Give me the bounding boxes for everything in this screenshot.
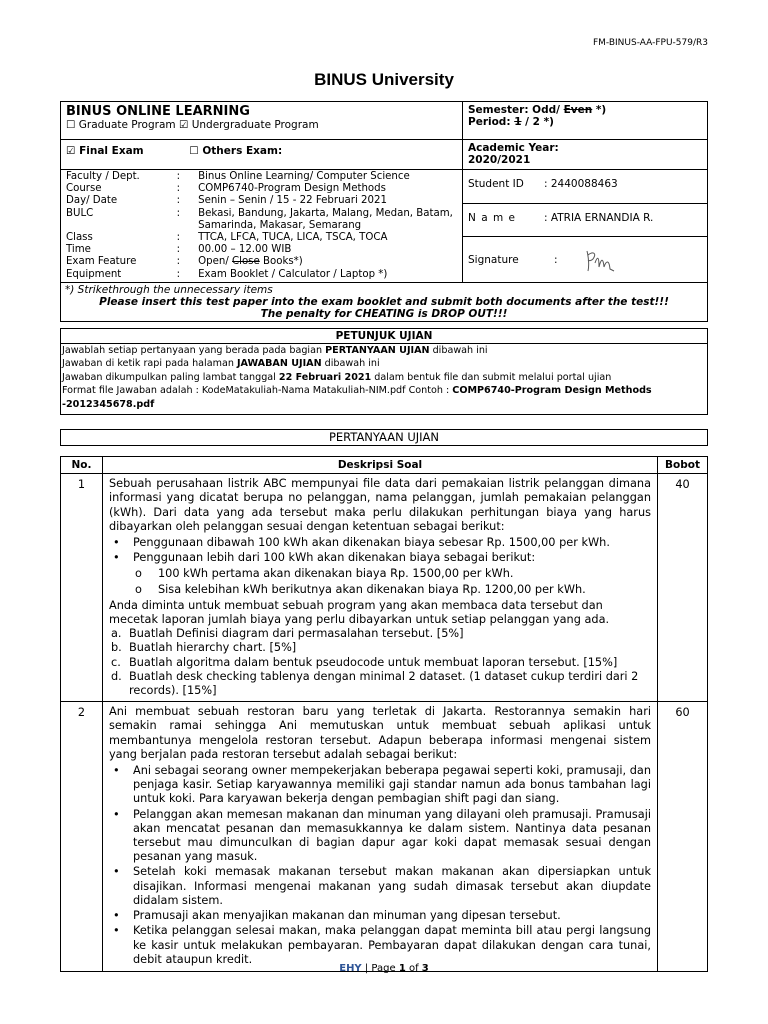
table-row — [61, 474, 708, 702]
question-intro: Ani membuat sebuah restoran baru yang terletak di Jakarta. Restorannya semakin hari semakin ramai sehingga Ani memutuskan untuk membuat sebuah aplikasi untuk membantunya mengelola restoran tersebut. Adapun beberapa informasi mengenai sistem yang berjalan pada restoran tersebut adalah sebagai berikut: — [109, 705, 651, 761]
question-number: 2 — [61, 702, 103, 972]
period-line: Period: 1 / 2 *) — [468, 116, 554, 128]
table-row — [61, 702, 708, 972]
question-weight: 60 — [658, 702, 708, 972]
col-no: No. — [61, 457, 103, 474]
petunjuk-line-5: -2012345678.pdf — [62, 398, 155, 410]
list-item: • Pramusaji akan menyajikan makanan dan minuman yang dipesan tersebut. — [109, 909, 651, 923]
list-item: a. Buatlah Definisi diagram dari permasalahan tersebut. [5%] — [111, 627, 464, 641]
semester-line: Semester: Odd/ Even *) — [468, 104, 607, 116]
question-task: Anda diminta untuk membuat sebuah program yang akan membaca data tersebut dan mecetak laporan jumlah biaya yang perlu dibayarkan untuk setiap pelanggan yang ada. — [109, 598, 610, 627]
name-label: N a m e — [468, 211, 516, 224]
form-code: FM-BINUS-AA-FPU-579/R3 — [592, 38, 708, 48]
petunjuk-title: PETUNJUK UJIAN — [61, 329, 707, 344]
program-title: BINUS ONLINE LEARNING — [66, 104, 250, 119]
list-item: d. Buatlah desk checking tablenya dengan minimal 2 dataset. (1 dataset cukup terdiri dari 2 records). [15%] — [111, 669, 639, 698]
petunjuk-box — [60, 328, 708, 415]
petunjuk-line-1: Jawablah setiap pertanyaan yang berada pada bagian PERTANYAAN UJIAN dibawah ini — [62, 345, 488, 356]
petunjuk-line-4: Format file Jawaban adalah : KodeMatakuliah-Nama Matakuliah-NIM.pdf Contoh : COMP6740-Program Design Methods — [62, 385, 652, 397]
page-total: 3 — [421, 963, 429, 974]
academic-year-label: Academic Year: — [468, 142, 559, 154]
list-item: • Setelah koki memasak makanan tersebut makan makanan akan dipersiapkan untuk disajikan. Informasi mengenai makanan yang sudah dimasak tersebut akan diupdate didalam sistem. — [109, 865, 651, 908]
col-desc: Deskripsi Soal — [103, 457, 658, 474]
student-id: : 2440088463 — [544, 178, 618, 190]
others-exam-check: ☐ Others Exam: — [189, 145, 283, 157]
list-item: o 100 kWh pertama akan dikenakan biaya Rp. 1500,00 per kWh. — [109, 567, 651, 581]
questions-table — [60, 456, 708, 972]
student-name: : ATRIA ERNANDIA R. — [544, 211, 654, 224]
exam-info-fields: Faculty / Dept. : Binus Online Learning/ Computer Science Course : COMP6740-Program Design Methods Day/ Date : Senin – Senin / 15 - 22 Februari 2021 BULC : Bekasi, Bandung, Jakarta, Malang, Medan, Batam, Samarinda, Makasar, Semarang Class : TTCA, LFCA, TUCA, LICA, TSCA, TOCA Time : 00.00 – 12.00 WIB Exam Feature : Open/ Close Books*) Equipment : Exam Booklet / Calculator / Laptop *) — [66, 171, 453, 280]
submit-notice: Please insert this test paper into the exam booklet and submit both documents after the test!!! — [99, 295, 669, 308]
list-item: • Penggunaan lebih dari 100 kWh akan dikenakan biaya sebagai berikut: — [109, 551, 651, 565]
pertanyaan-title: PERTANYAAN UJIAN — [60, 429, 708, 446]
signature-image — [581, 245, 621, 275]
question-number: 1 — [61, 474, 103, 702]
page-footer: EHY | Page 1 of 3 — [339, 963, 429, 974]
academic-year: 2020/2021 — [468, 154, 531, 166]
list-item: o Sisa kelebihan kWh berikutnya akan dikenakan biaya Rp. 1200,00 per kWh. — [109, 583, 651, 597]
list-item: • Penggunaan dibawah 100 kWh akan dikenakan biaya sebesar Rp. 1500,00 per kWh. — [109, 536, 651, 550]
list-item: c. Buatlah algoritma dalam bentuk pseudocode untuk membuat laporan tersebut. [15%] — [111, 655, 618, 669]
list-item: • Pelanggan akan memesan makanan dan minuman yang dilayani oleh pramusaji. Pramusaji akan mencatat pesanan dan memasukkannya ke dalam sistem. Nantinya data pesanan tersebut mau dimunculkan di bagian dapur agar koki dapat memasak sesuai dengan pesanan yang masuk. — [109, 808, 651, 865]
signature-label: Signature — [468, 254, 519, 266]
col-bobot: Bobot — [658, 457, 708, 474]
list-item: b. Buatlah hierarchy chart. [5%] — [111, 641, 297, 655]
petunjuk-line-3: Jawaban dikumpulkan paling lambat tanggal 22 Februari 2021 dalam bentuk file dan submit melalui portal ujian — [62, 371, 612, 383]
footer-initials: EHY — [339, 963, 362, 974]
university-title: BINUS University — [314, 70, 454, 89]
page-number: 1 — [398, 963, 406, 974]
question-intro: Sebuah perusahaan listrik ABC mempunyai file data dari pemakaian listrik pelanggan dimana informasi yang dicatat berupa no pelanggan, nama pelanggan, jumlah pemakaian pelanggan (kWh). Dari data yang ada tersebut maka perlu dilakukan perhitungan biaya yang harus dibayarkan oleh pelanggan sesuai dengan ketentuan sebagai berikut: — [109, 477, 651, 533]
final-exam-check: ☑ Final Exam — [66, 145, 144, 157]
strikethrough-note: *) Strikethrough the unnecessary items — [65, 283, 273, 296]
program-options: ☐ Graduate Program ☑ Undergraduate Program — [66, 119, 319, 131]
exam-header-table: BINUS ONLINE LEARNING ☐ Graduate Program ☑ Undergraduate Program Semester: Odd/ Even *) Period: 1 / 2 *) ☑ Final Exam ☐ Others Exam: Academic Year: 2020/2021 Faculty / Dept. : Binus Online Learning/ Computer Science Course : COMP6740-Program Design Methods Day/ Date : Senin – Senin / 15 - 22 Februari 2021 BULC : Bekasi, Bandung, Jakarta, Malang, Medan, Batam, Samarinda, Makasar, Semarang Class : TTCA, LFCA, TUCA, LICA, TSCA, TOCA Time : 00.00 – 12.00 WIB Exam Feature : Open/ Close Books*) Equipment : Exam Booklet / Calculator / Laptop *) Student ID : 2440088463 N a m e : ATRIA ERNANDIA R. Signature : *) Strikethrough the unnecessary items Please insert this test paper into the exam booklet and submit both documents after the test!!! The penalty for CHEATING is DROP OUT!!! — [60, 101, 708, 322]
list-item: • Ketika pelanggan selesai makan, maka pelanggan dapat meminta bill atau pergi langsung ke kasir untuk melakukan pembayaran. Pembayaran dapat dilakukan dengan cara tunai, debit ataupun kredit. — [109, 924, 651, 967]
petunjuk-line-2: Jawaban di ketik rapi pada halaman JAWABAN UJIAN dibawah ini — [62, 358, 380, 370]
question-weight: 40 — [658, 474, 708, 702]
cheating-notice: The penalty for CHEATING is DROP OUT!!! — [260, 307, 508, 320]
student-id-label: Student ID — [468, 178, 524, 190]
list-item: • Ani sebagai seorang owner mempekerjakan beberapa pegawai seperti koki, pramusaji, dan penjaga kasir. Setiap karyawannya memiliki gaji standar namun ada bonus tambahan lagi untuk koki. Para karyawan bekerja dengan pembagian shift pagi dan siang. — [109, 764, 651, 807]
